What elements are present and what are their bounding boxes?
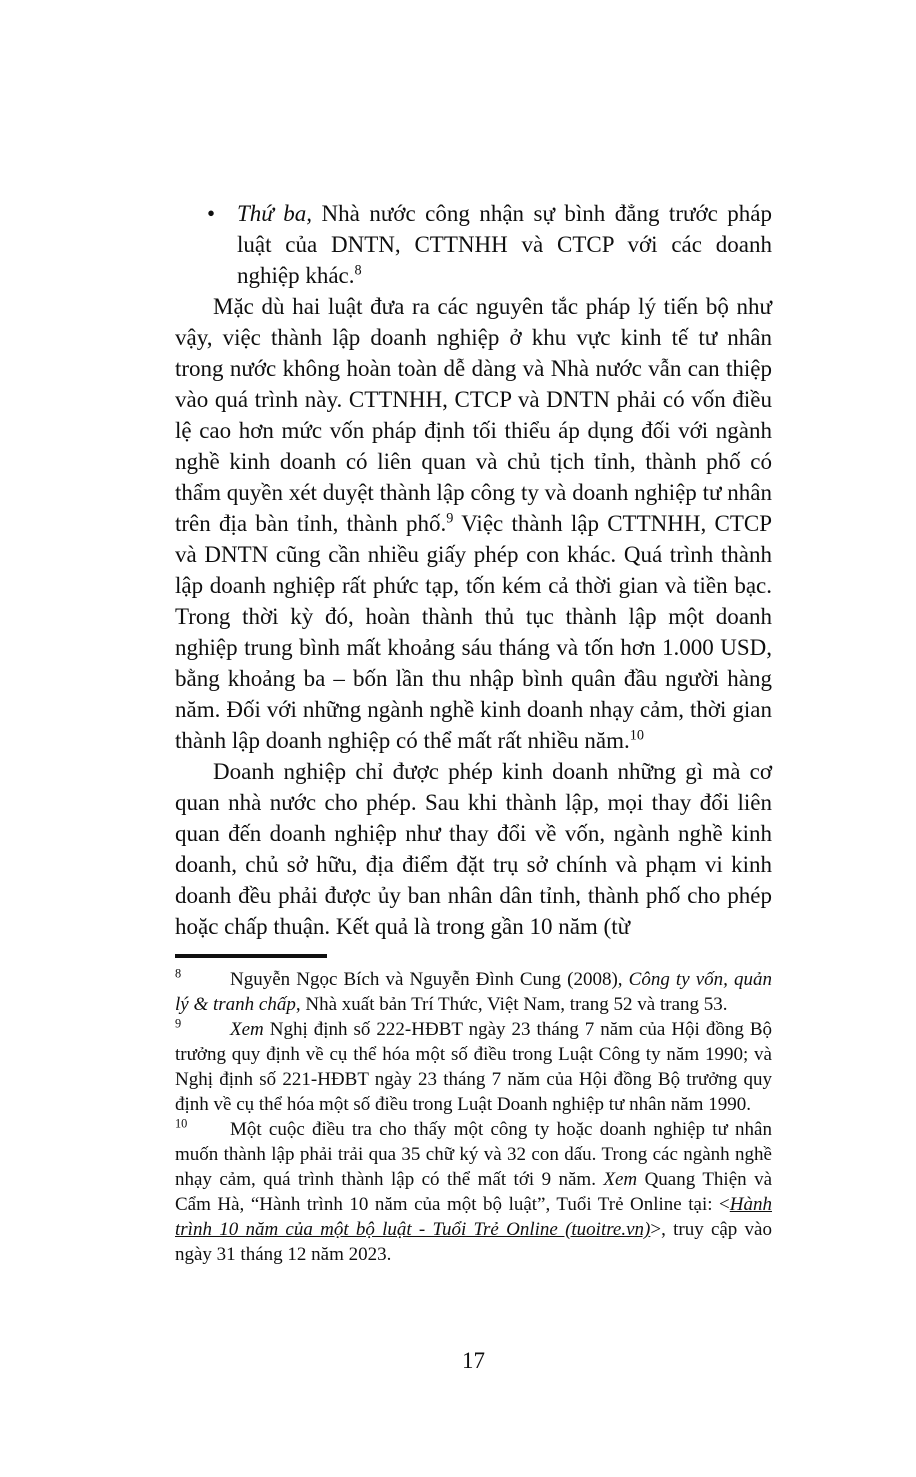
footnote-text: Nghị định số 222-HĐBT ngày 23 tháng 7 năm của Hội đồng Bộ trưởng quy định về cụ thể hóa một số điều trong Luật Công ty năm 1990; và Nghị định số 221-HĐBT ngày 23 tháng 7 năm của Hội đồng Bộ trưởng quy định về cụ thể hóa một số điều trong Luật Doanh nghiệp tư nhân năm 1990. (175, 1019, 772, 1115)
body-text (175, 198, 772, 942)
footnotes-section (175, 967, 772, 1267)
footnote-marker: 10 (175, 1116, 188, 1131)
bullet-text: Nhà nước công nhận sự bình đẳng trước pháp luật của DNTN, CTTNHH và CTCP với các doanh nghiệp khác. (237, 201, 772, 288)
bullet-lead: Thứ ba, (237, 201, 313, 226)
footnote-9 (175, 1017, 772, 1117)
body-paragraph-1 (175, 291, 772, 756)
bullet-item (175, 198, 772, 291)
footnote-italic-xem: Xem (603, 1169, 638, 1190)
footnote-ref-10: 10 (629, 727, 645, 744)
footnote-ref-9: 9 (446, 510, 454, 527)
footnote-number (175, 1017, 230, 1042)
footnote-marker: 9 (175, 1016, 182, 1031)
footnote-10 (175, 1117, 772, 1267)
footnote-text: Quang Thiện và Cẩm Hà, “Hành trình 10 năm của một bộ luật”, Tuổi Trẻ Online tại: < (175, 1169, 772, 1215)
hyperlink-tuoitre[interactable]: Hành trình 10 năm của một bộ luật - Tuổi Trẻ Online (tuoitre.vn) (175, 1194, 772, 1240)
paragraph-text: Việc thành lập CTTNHH, CTCP và DNTN cũng cần nhiều giấy phép con khác. Quá trình thành lập doanh nghiệp rất phức tạp, tốn kém cả thời gian và tiền bạc. Trong thời kỳ đó, hoàn thành thủ tục thành lập một doanh nghiệp trung bình mất khoảng sáu tháng và tốn hơn 1.000 USD, bằng khoảng ba – bốn lần thu nhập bình quân đầu người hàng năm. Đối với những ngành nghề kinh doanh nhạy cảm, thời gian thành lập doanh nghiệp có thể mất rất nhiều năm. (175, 511, 772, 753)
body-paragraph-2 (175, 756, 772, 942)
footnote-text: , Nhà xuất bản Trí Thức, Việt Nam, trang 52 và trang 53. (295, 994, 728, 1015)
page-number: 17 (462, 1348, 485, 1373)
footnote-italic-xem: Xem (230, 1019, 264, 1040)
footnote-text: Nguyễn Ngọc Bích và Nguyễn Đình Cung (2008), (230, 969, 629, 990)
footnote-marker: 8 (175, 966, 182, 981)
footnote-ref-8: 8 (354, 262, 362, 279)
footnote-8 (175, 967, 772, 1017)
footnote-separator (175, 954, 327, 958)
footnote-text: Một cuộc điều tra cho thấy một công ty hoặc doanh nghiệp tư nhân muốn thành lập phải trải qua 35 chữ ký và 32 con dấu. Trong các ngành nghề nhạy cảm, quá trình thành lập có thể mất tới 9 năm. (175, 1119, 772, 1190)
paragraph-text: Mặc dù hai luật đưa ra các nguyên tắc pháp lý tiến bộ như vậy, việc thành lập doanh nghiệp ở khu vực kinh tế tư nhân trong nước không hoàn toàn dễ dàng và Nhà nước vẫn can thiệp vào quá trình này. CTTNHH, CTCP và DNTN phải có vốn điều lệ cao hơn mức vốn pháp định tối thiểu áp dụng đối với ngành nghề kinh doanh có liên quan và chủ tịch tỉnh, thành phố có thẩm quyền xét duyệt thành lập công ty và doanh nghiệp tư nhân trên địa bàn tỉnh, thành phố. (175, 294, 772, 536)
footnote-number (175, 1117, 230, 1142)
bullet-icon: • (207, 201, 216, 226)
footnote-text: >, truy cập vào ngày 31 tháng 12 năm 2023. (175, 1219, 772, 1265)
footnote-italic-title: Công ty vốn, quản lý & tranh chấp (175, 969, 772, 1015)
footnote-number (175, 967, 230, 992)
paragraph-text: Doanh nghiệp chỉ được phép kinh doanh những gì mà cơ quan nhà nước cho phép. Sau khi thành lập, mọi thay đổi liên quan đến doanh nghiệp như thay đổi về vốn, ngành nghề kinh doanh, chủ sở hữu, địa điểm đặt trụ sở chính và phạm vi kinh doanh đều phải được ủy ban nhân dân tỉnh, thành phố cho phép hoặc chấp thuận. Kết quả là trong gần 10 năm (từ (175, 759, 772, 939)
